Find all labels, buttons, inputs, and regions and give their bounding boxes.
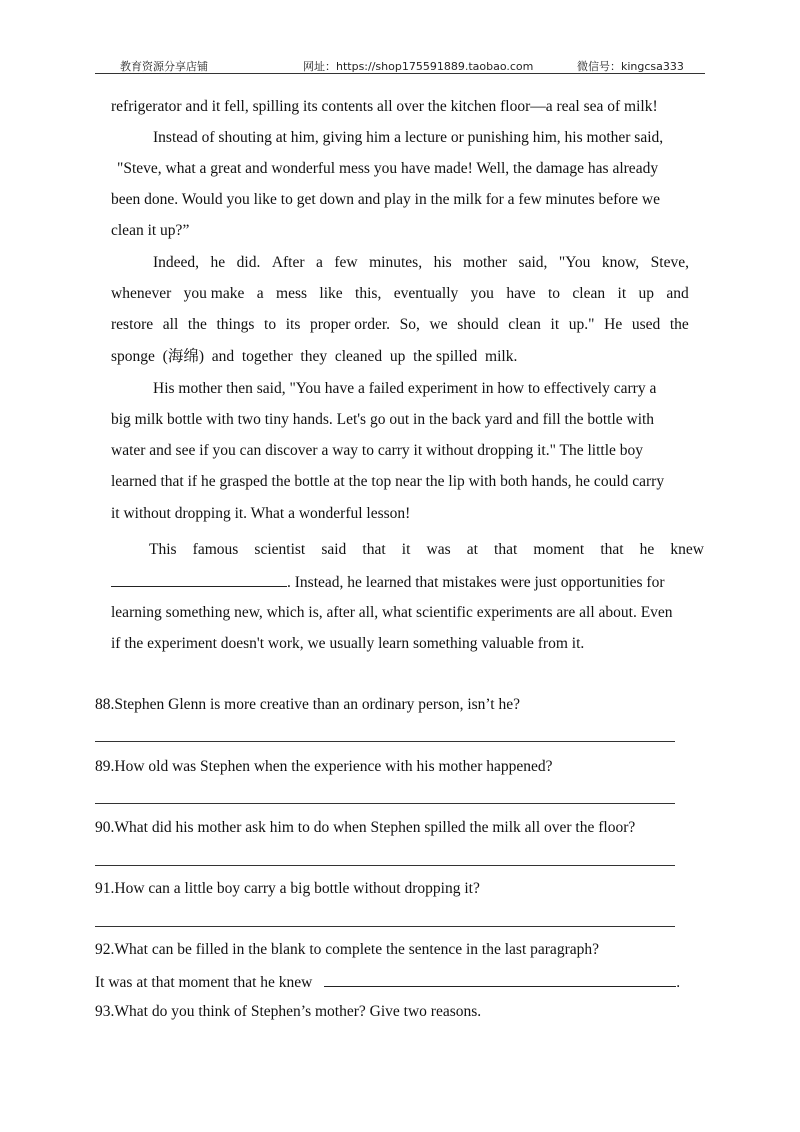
passage-line: clean it up?” — [111, 222, 190, 239]
passage-line: water and see if you can discover a way to carry it without dropping it." The little boy — [111, 442, 644, 459]
question-89: 89.How old was Stephen when the experience with his mother happened? — [95, 758, 553, 775]
passage-line: if the experiment doesn't work, we usually learn something valuable from it. — [111, 635, 585, 652]
passage-line: Instead of shouting at him, giving him a lecture or punishing him, his mother said, — [153, 129, 664, 146]
question-90: 90.What did his mother ask him to do when Stephen spilled the milk all over the floor? — [95, 819, 636, 836]
passage-line: . Instead, he learned that mistakes were just opportunities for — [111, 571, 665, 593]
answer-line-90[interactable] — [95, 865, 675, 866]
passage-line: "Steve, what a great and wonderful mess you have made! Well, the damage has already — [117, 160, 659, 177]
passage-line: His mother then said, "You have a failed experiment in how to effectively carry a — [153, 380, 657, 397]
question-92-prompt-line: It was at that moment that he knew . — [95, 971, 680, 993]
passage-line: it without dropping it. What a wonderful lesson! — [111, 505, 411, 522]
passage-line: refrigerator and it fell, spilling its contents all over the kitchen floor—a real sea of milk! — [111, 98, 658, 115]
passage-line: been done. Would you like to get down and play in the milk for a few minutes before we — [111, 191, 661, 208]
question-91: 91.How can a little boy carry a big bottle without dropping it? — [95, 880, 480, 897]
question-92-prompt: It was at that moment that he knew — [95, 974, 313, 991]
answer-line-89[interactable] — [95, 803, 675, 804]
passage-line-justified: restore all the things to its proper order. So, we should clean it up." He used the — [111, 316, 689, 333]
passage-line-justified: whenever you make a mess like this, eventually you have to clean it up and — [111, 285, 689, 302]
question-92: 92.What can be filled in the blank to complete the sentence in the last paragraph? — [95, 941, 599, 958]
header-divider — [95, 73, 705, 74]
passage-line-justified: Indeed, he did. After a few minutes, his mother said, "You know, Steve, — [153, 254, 689, 271]
header-wechat: 微信号：kingcsa333 — [577, 60, 684, 73]
answer-blank-92[interactable] — [324, 971, 676, 987]
passage-line-justified: This famous scientist said that it was at that moment that he knew — [149, 541, 704, 558]
passage-line: big milk bottle with two tiny hands. Let's go out in the back yard and fill the bottle with — [111, 411, 655, 428]
question-93: 93.What do you think of Stephen’s mother? Give two reasons. — [95, 1003, 482, 1020]
passage-line: sponge (海绵) and together they cleaned up the spilled milk. — [111, 348, 518, 365]
fill-in-blank[interactable] — [111, 571, 287, 587]
header-url: 网址：https://shop175591889.taobao.com — [303, 60, 534, 73]
question-88: 88.Stephen Glenn is more creative than an ordinary person, isn’t he? — [95, 696, 520, 713]
answer-line-88[interactable] — [95, 741, 675, 742]
passage-line: learned that if he grasped the bottle at the top near the lip with both hands, he could carry — [111, 473, 665, 490]
passage-line: learning something new, which is, after all, what scientific experiments are all about. Even — [111, 604, 673, 621]
header-shop-name: 教育资源分享店铺 — [120, 60, 208, 73]
answer-line-91[interactable] — [95, 926, 675, 927]
